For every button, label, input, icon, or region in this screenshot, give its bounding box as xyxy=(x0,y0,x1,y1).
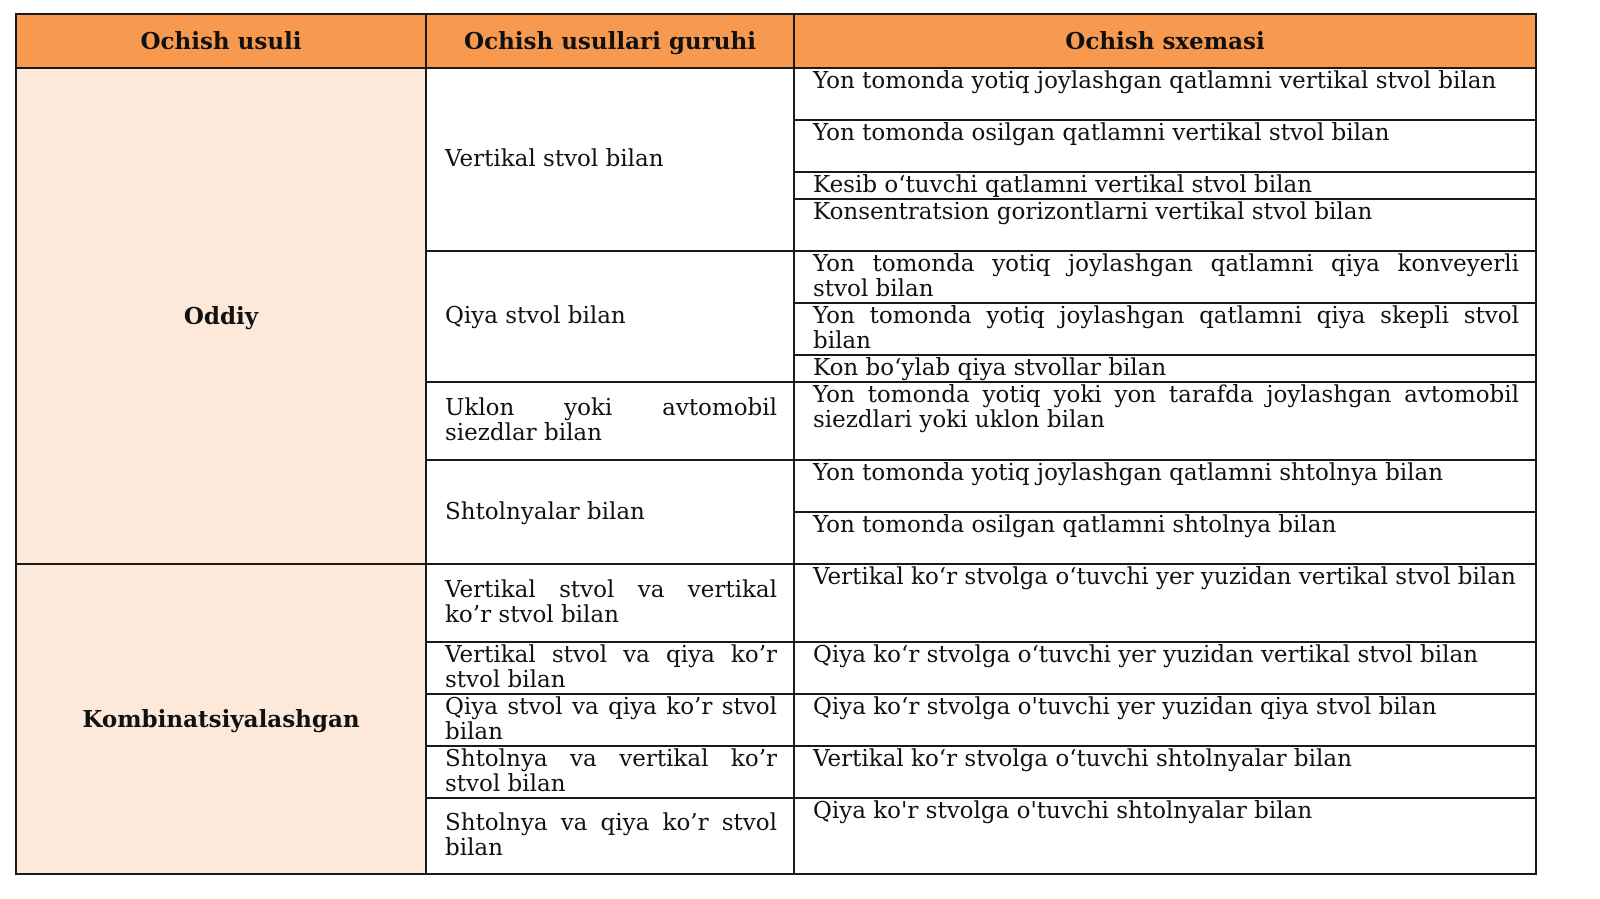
table-row xyxy=(16,68,1536,120)
group-cell: Vertikal stvol va vertikal ko’r stvol bilan xyxy=(426,564,794,642)
header-method: Ochish usuli xyxy=(16,14,426,68)
scheme-cell: Qiya ko‘r stvolga o‘tuvchi yer yuzidan vertikal stvol bilan xyxy=(794,642,1536,694)
scheme-cell: Kesib o‘tuvchi qatlamni vertikal stvol bilan xyxy=(794,172,1536,199)
header-row xyxy=(16,14,1536,68)
group-cell: Shtolnya va qiya ko’r stvol bilan xyxy=(426,798,794,874)
scheme-cell: Yon tomonda osilgan qatlamni shtolnya bilan xyxy=(794,512,1536,564)
header-scheme: Ochish sxemasi xyxy=(794,14,1536,68)
table-wrapper xyxy=(15,13,1535,875)
scheme-cell: Vertikal ko‘r stvolga o‘tuvchi yer yuzidan vertikal stvol bilan xyxy=(794,564,1536,642)
method-oddiy: Oddiy xyxy=(16,68,426,564)
group-cell: Vertikal stvol va qiya ko’r stvol bilan xyxy=(426,642,794,694)
group-qiya-stvol: Qiya stvol bilan xyxy=(426,251,794,382)
mine-opening-methods-table xyxy=(15,13,1537,875)
scheme-cell: Konsentratsion gorizontlarni vertikal stvol bilan xyxy=(794,199,1536,251)
scheme-cell: Kon bo‘ylab qiya stvollar bilan xyxy=(794,355,1536,382)
scheme-cell: Yon tomonda osilgan qatlamni vertikal stvol bilan xyxy=(794,120,1536,172)
scheme-cell: Yon tomonda yotiq yoki yon tarafda joylashgan avtomobil siezdlari yoki uklon bilan xyxy=(794,382,1536,460)
scheme-cell: Qiya ko‘r stvolga o'tuvchi yer yuzidan qiya stvol bilan xyxy=(794,694,1536,746)
scheme-cell: Yon tomonda yotiq joylashgan qatlamni shtolnya bilan xyxy=(794,460,1536,512)
group-cell: Qiya stvol va qiya ko’r stvol bilan xyxy=(426,694,794,746)
group-cell: Shtolnya va vertikal ko’r stvol bilan xyxy=(426,746,794,798)
group-shtolnyalar: Shtolnyalar bilan xyxy=(426,460,794,564)
scheme-cell: Yon tomonda yotiq joylashgan qatlamni qiya skepli stvol bilan xyxy=(794,303,1536,355)
table-row xyxy=(16,564,1536,642)
scheme-cell: Yon tomonda yotiq joylashgan qatlamni qiya konveyerli stvol bilan xyxy=(794,251,1536,303)
scheme-cell: Qiya ko'r stvolga o'tuvchi shtolnyalar bilan xyxy=(794,798,1536,874)
scheme-cell: Vertikal ko‘r stvolga o‘tuvchi shtolnyalar bilan xyxy=(794,746,1536,798)
method-kombinatsiyalashgan: Kombinatsiyalashgan xyxy=(16,564,426,874)
header-group: Ochish usullari guruhi xyxy=(426,14,794,68)
group-uklon: Uklon yoki avtomobil siezdlar bilan xyxy=(426,382,794,460)
scheme-cell: Yon tomonda yotiq joylashgan qatlamni vertikal stvol bilan xyxy=(794,68,1536,120)
group-vertikal-stvol: Vertikal stvol bilan xyxy=(426,68,794,251)
